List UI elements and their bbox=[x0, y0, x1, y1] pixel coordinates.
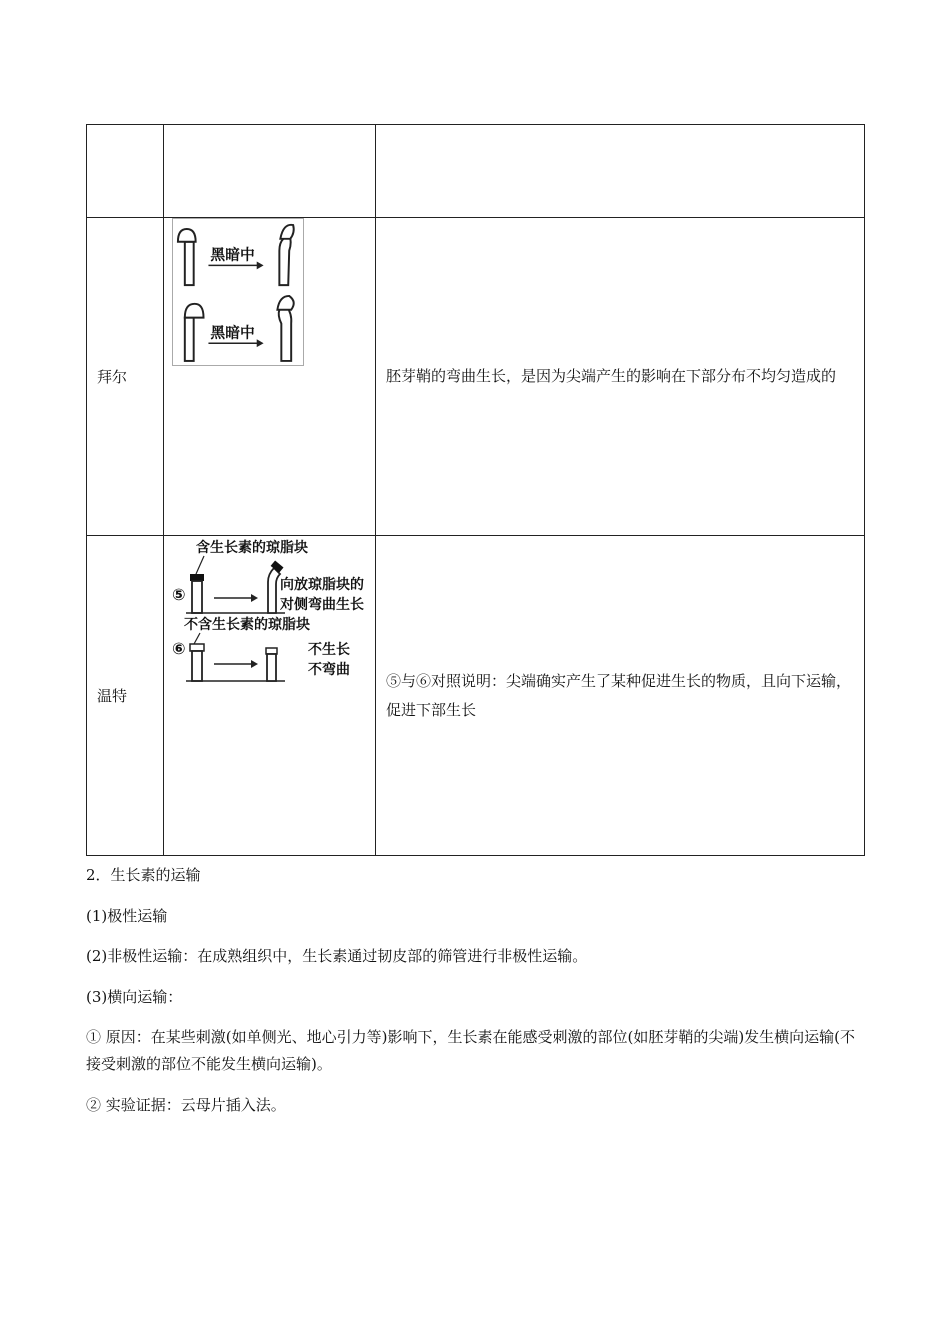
point-cause: ① 原因：在某些刺激(如单侧光、地心引力等)影响下，生长素在能感受刺激的部位(如胚芽鞘的尖端)发生横向运输(不接受刺激的部位不能发生横向运输)。 bbox=[86, 1028, 856, 1073]
result-5-line2: 对侧弯曲生长 bbox=[280, 597, 364, 613]
table-row bbox=[87, 218, 865, 536]
figure-cell bbox=[164, 536, 376, 856]
agar-without-auxin-label: 不含生长素的琼脂块 bbox=[184, 617, 310, 633]
item-nonpolar-transport: (2)非极性运输：在成熟组织中，生长素通过韧皮部的筛管进行非极性运输。 bbox=[86, 947, 588, 965]
conclusion-cell bbox=[376, 125, 865, 218]
result-5-line1: 向放琼脂块的 bbox=[280, 577, 364, 593]
result-6-line1: 不生长 bbox=[308, 642, 350, 658]
table-row bbox=[87, 125, 865, 218]
item-lateral-transport: (3)横向运输： bbox=[86, 988, 183, 1006]
coleoptile-curved-bottom bbox=[279, 306, 292, 361]
darkness-label-bottom: 黑暗中 bbox=[210, 324, 255, 342]
agar-block-6 bbox=[190, 644, 204, 651]
experiment-table bbox=[86, 124, 865, 856]
bayer-figure bbox=[172, 218, 304, 366]
table-row bbox=[87, 536, 865, 856]
agar-with-auxin-label: 含生长素的琼脂块 bbox=[196, 540, 308, 556]
coleoptile-6-result bbox=[267, 654, 276, 681]
coleoptile-left-top bbox=[178, 229, 196, 285]
darkness-label-top: 黑暗中 bbox=[210, 246, 255, 264]
figure-cell bbox=[164, 218, 376, 536]
scientist-cell: 拜尔 bbox=[87, 218, 164, 536]
section-heading: 2．生长素的运输 bbox=[86, 866, 201, 884]
item-polar-transport: (1)极性运输 bbox=[86, 907, 168, 925]
coleoptile-curved-top bbox=[279, 233, 290, 285]
coleoptile-left-bottom bbox=[185, 304, 204, 361]
figure-cell bbox=[164, 125, 376, 218]
scientist-cell bbox=[87, 125, 164, 218]
scientist-cell: 温特 bbox=[87, 536, 164, 856]
agar-block-5 bbox=[190, 574, 204, 581]
point-evidence: ② 实验证据：云母片插入法。 bbox=[86, 1096, 286, 1114]
conclusion-cell: ⑤与⑥对照说明：尖端确实产生了某种促进生长的物质，且向下运输，促进下部生长 bbox=[376, 536, 865, 856]
coleoptile-5 bbox=[192, 581, 202, 613]
marker-6: ⑥ bbox=[172, 639, 186, 658]
went-figure bbox=[170, 536, 380, 684]
coleoptile-5-curved bbox=[268, 568, 280, 613]
marker-5: ⑤ bbox=[172, 585, 186, 604]
coleoptile-6 bbox=[192, 651, 202, 681]
result-6-line2: 不弯曲 bbox=[308, 662, 350, 678]
conclusion-cell: 胚芽鞘的弯曲生长，是因为尖端产生的影响在下部分布不均匀造成的 bbox=[376, 218, 865, 536]
